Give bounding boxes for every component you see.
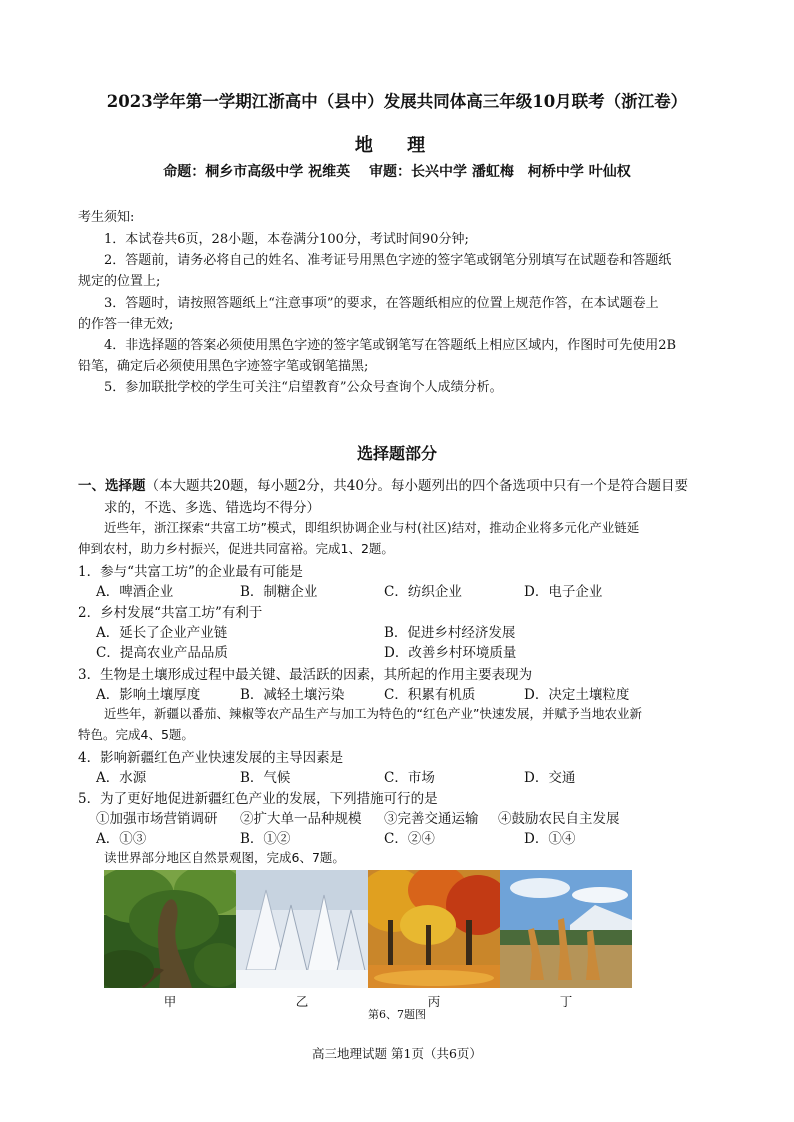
q2-option-c: C．提高农业产品品质 [96,645,228,661]
q3-option-d: D．决定土壤粒度 [524,687,630,703]
part-heading [78,474,688,494]
autumn-forest-photo [368,870,500,988]
q5-option-c: C．②④ [384,831,435,847]
notice-item: 2．答题前，请务必将自己的姓名、准考证号用黑色字迹的签字笔或钢笔分别填写在试题卷和答题纸 [104,253,672,268]
q1-option-c: C．纺织企业 [384,584,462,600]
passage-1-cont: 伸到农村，助力乡村振兴，促进共同富裕。完成1、2题。 [78,541,394,556]
notice-heading: 考生须知: [78,210,135,225]
snowy-forest-photo [236,870,368,988]
rainforest-photo [104,870,236,988]
q5-option-b: B．①② [240,831,291,847]
exam-title: 2023学年第一学期江浙高中（县中）发展共同体高三年级10月联考（浙江卷） [106,92,688,111]
notice-item: 1．本试卷共6页，28小题，本卷满分100分，考试时间90分钟; [104,232,469,247]
q5-measure-4: ④鼓励农民自主发展 [498,811,620,827]
question-4: 4．影响新疆红色产业快速发展的主导因素是 [78,750,344,766]
q5-option-a: A．①③ [96,831,147,847]
notice-item: 的作答一律无效; [78,317,174,332]
q5-measure-2: ②扩大单一品种规模 [240,811,362,827]
question-3: 3．生物是土壤形成过程中最关键、最活跃的因素，其所起的作用主要表现为 [78,667,533,683]
notice-item: 3．答题时，请按照答题纸上“注意事项”的要求，在答题纸相应的位置上规范作答，在本试题卷上 [104,296,659,311]
q1-option-b: B．制糖企业 [240,584,318,600]
q4-option-c: C．市场 [384,770,435,786]
q5-measure-1: ①加强市场营销调研 [96,811,218,827]
exam-authors: 命题：桐乡市高级中学 祝维英 审题：长兴中学 潘虹梅 柯桥中学 叶仙权 [163,164,631,180]
passage-2: 近些年，新疆以番茄、辣椒等农产品生产与加工为特色的“红色产业”快速发展，并赋予当地农业新 [104,706,642,721]
notice-item: 铅笔，确定后必须使用黑色字迹签字笔或钢笔描黑; [78,359,369,374]
notice-item: 规定的位置上; [78,274,161,289]
question-1: 1．参与“共富工坊”的企业最有可能是 [78,564,303,580]
q2-option-a: A．延长了企业产业链 [96,625,228,641]
part-description: （本大题共20题，每小题2分，共40分。每小题列出的四个备选项中只有一个是符合题目要 [145,478,688,494]
notice-item: 5．参加联批学校的学生可关注“启望教育”公众号查询个人成绩分析。 [104,380,503,395]
savanna-giraffe-photo [500,870,632,988]
photo-label-yi: 乙 [295,994,309,1009]
q4-option-b: B．气候 [240,770,291,786]
section-title: 选择题部分 [356,444,437,463]
photo-label-jia: 甲 [163,994,177,1009]
question-5: 5．为了更好地促进新疆红色产业的发展，下列措施可行的是 [78,791,438,807]
page-footer: 高三地理试题 第1页（共6页） [312,1046,482,1061]
question-2: 2．乡村发展“共富工坊”有利于 [78,605,263,621]
q5-option-d: D．①④ [524,831,576,847]
q3-option-a: A．影响土壤厚度 [96,687,201,703]
q2-option-d: D．改善乡村环境质量 [384,645,517,661]
part-label: 一、选择题 [78,478,146,494]
photo-label-ding: 丁 [559,994,573,1009]
passage-3: 读世界部分地区自然景观图，完成6、7题。 [104,850,345,865]
figure-caption: 第6、7题图 [368,1008,426,1021]
q2-option-b: B．促进乡村经济发展 [384,625,516,641]
q1-option-a: A．啤酒企业 [96,584,174,600]
q4-option-a: A．水源 [96,770,147,786]
exam-subject: 地 理 [354,135,440,156]
q1-option-d: D．电子企业 [524,584,603,600]
passage-1: 近些年，浙江探索“共富工坊”模式，即组织协调企业与村(社区)结对，推动企业将多元化产业链延 [104,520,640,535]
q3-option-b: B．减轻土壤污染 [240,687,345,703]
q5-measure-3: ③完善交通运输 [384,811,479,827]
part-description-cont: 求的，不选、多选、错选均不得分） [104,500,320,516]
notice-item: 4．非选择题的答案必须使用黑色字迹的签字笔或钢笔写在答题纸上相应区域内，作图时可先使用2B [104,338,677,353]
photo-label-bing: 丙 [427,994,441,1009]
passage-2-cont: 特色。完成4、5题。 [78,727,194,742]
q3-option-c: C．积累有机质 [384,687,476,703]
q4-option-d: D．交通 [524,770,576,786]
